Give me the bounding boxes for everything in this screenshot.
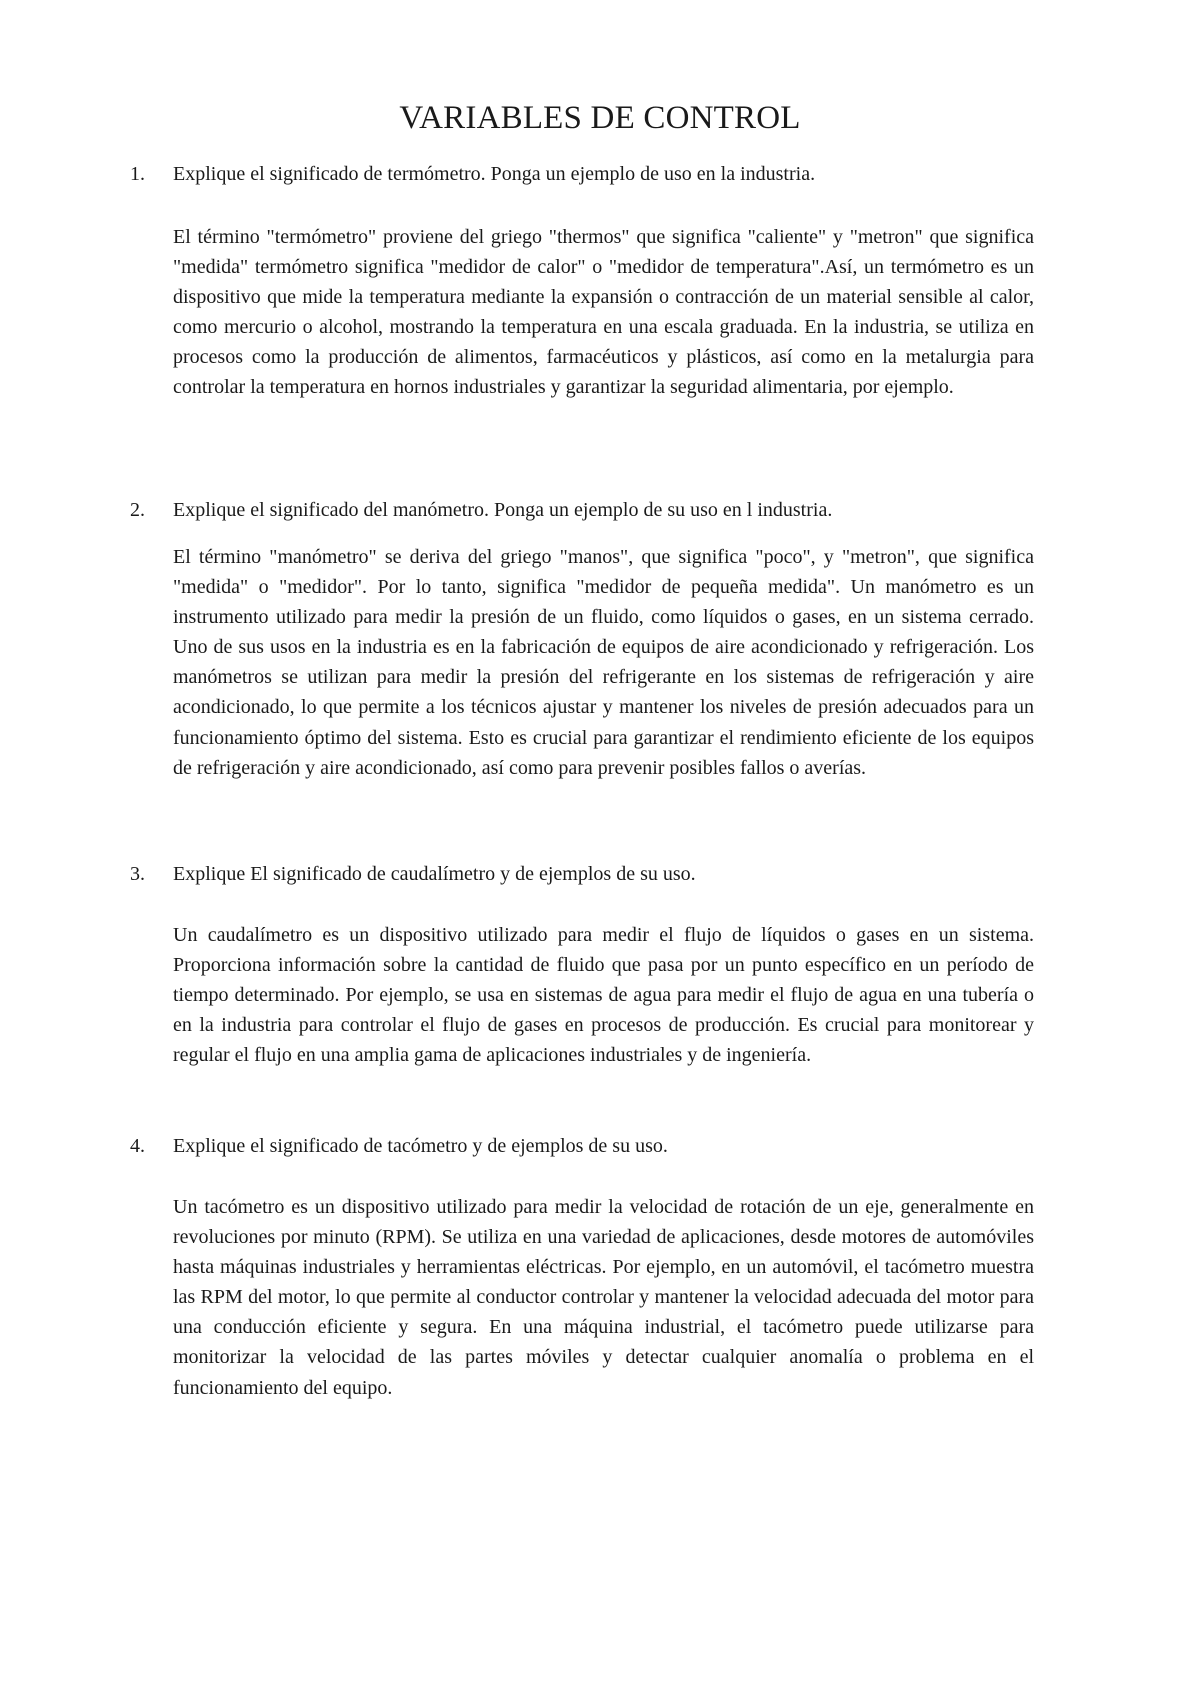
- question-number: 4.: [130, 1135, 145, 1157]
- answer-4: Un tacómetro es un dispositivo utilizado para medir la velocidad de rotación de un eje, generalmente en revoluciones por minuto (RPM). Se utiliza en una variedad de aplicaciones, desde motores de automóviles hasta máquinas industriales y herramientas eléctricas. Por ejemplo, en un automóvil, el tacómetro muestra las RPM del motor, lo que permite al conductor controlar y mantener la velocidad adecuada del motor para una conducción eficiente y segura. En una máquina industrial, el tacómetro puede utilizarse para monitorizar la velocidad de las partes móviles y detectar cualquier anomalía o problema en el funcionamiento del equipo.: [173, 1196, 1034, 1399]
- answer-2: El término "manómetro" se deriva del griego "manos", que significa "poco", y "metron", que significa "medida" o "medidor". Por lo tanto, significa "medidor de pequeña medida". Un manómetro es un instrumento utilizado para medir la presión de un fluido, como líquidos o gases, en un sistema cerrado. Uno de sus usos en la industria es en la fabricación de equipos de aire acondicionado y refrigeración. Los manómetros se utilizan para medir la presión del refrigerante en los sistemas de refrigeración y aire acondicionado, lo que permite a los técnicos ajustar y mantener los niveles de presión adecuados para un funcionamiento óptimo del sistema. Esto es crucial para garantizar el rendimiento eficiente de los equipos de refrigeración y aire acondicionado, así como para prevenir posibles fallos o averías.: [173, 546, 1034, 779]
- question-text: Explique el significado de tacómetro y de ejemplos de su uso.: [173, 1135, 668, 1157]
- question-text: Explique El significado de caudalímetro y de ejemplos de su uso.: [173, 863, 696, 885]
- question-number: 1.: [130, 163, 145, 185]
- question-3: [130, 860, 1030, 888]
- answer-1: El término "termómetro" proviene del griego "thermos" que significa "caliente" y "metron" que significa "medida" termómetro significa "medidor de calor" o "medidor de temperatura".Así, un termómetro es un dispositivo que mide la temperatura mediante la expansión o contracción de un material sensible al calor, como mercurio o alcohol, mostrando la temperatura en una escala graduada. En la industria, se utiliza en procesos como la producción de alimentos, farmacéuticos y plásticos, así como en la metalurgia para controlar la temperatura en hornos industriales y garantizar la seguridad alimentaria, por ejemplo.: [173, 226, 1034, 399]
- question-4: [130, 1132, 1030, 1160]
- question-text: Explique el significado del manómetro. Ponga un ejemplo de su uso en l industria.: [173, 499, 833, 521]
- question-1: [130, 160, 1030, 188]
- page-title: VARIABLES DE CONTROL: [399, 100, 801, 136]
- answer-3: Un caudalímetro es un dispositivo utilizado para medir el flujo de líquidos o gases en un sistema. Proporciona información sobre la cantidad de fluido que pasa por un punto específico en un período de tiempo determinado. Por ejemplo, se usa en sistemas de agua para medir el flujo de agua en una tubería o en la industria para controlar el flujo de gases en procesos de producción. Es crucial para monitorear y regular el flujo en una amplia gama de aplicaciones industriales y de ingeniería.: [173, 924, 1034, 1067]
- question-text: Explique el significado de termómetro. Ponga un ejemplo de uso en la industria.: [173, 163, 816, 185]
- question-number: 2.: [130, 499, 145, 521]
- question-number: 3.: [130, 863, 145, 885]
- question-2: [130, 496, 1030, 524]
